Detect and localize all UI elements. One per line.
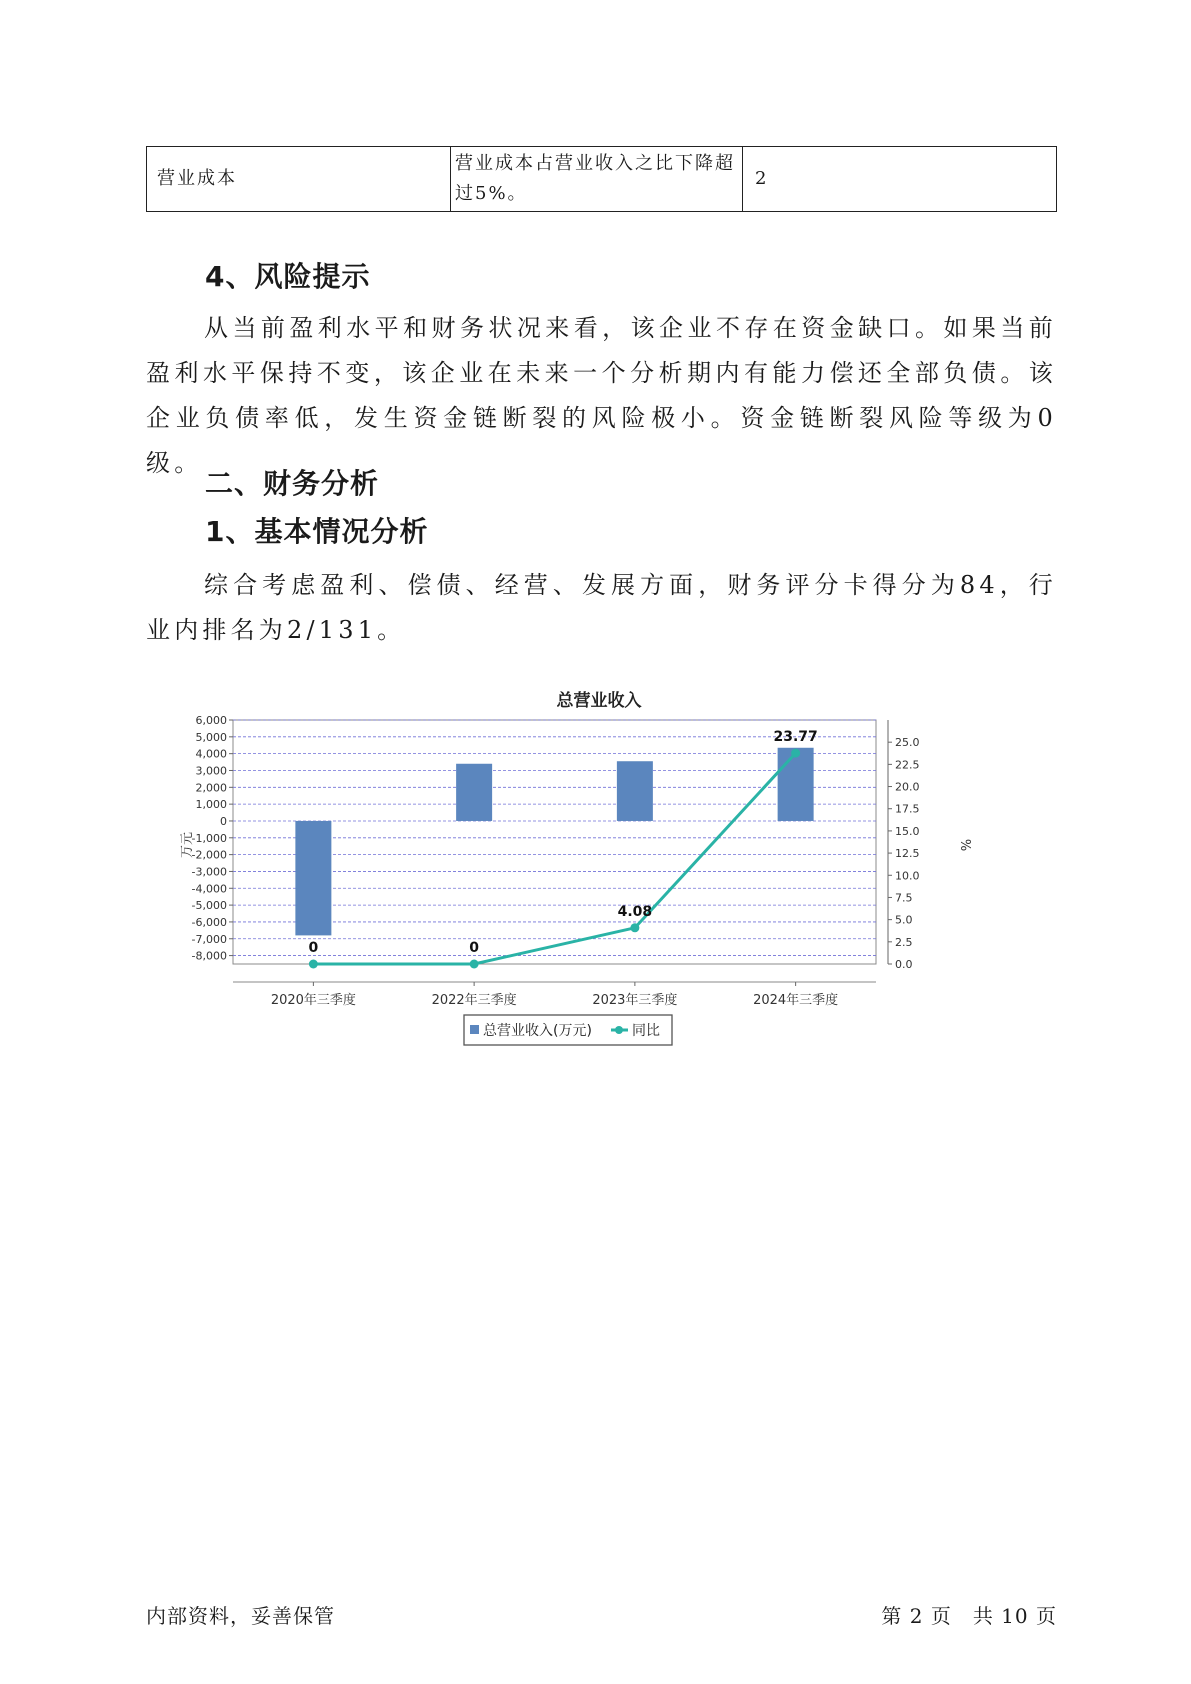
x-tick-label: 2024年三季度 [753,993,839,1008]
line-point [630,923,639,932]
chart-title: 总营业收入 [556,691,642,711]
right-tick-label: 22.5 [895,758,920,772]
left-axis [192,714,233,963]
left-tick-label: -7,000 [191,932,227,946]
legend-bar-label: 总营业收入(万元) [483,1023,592,1039]
right-tick-label: 12.5 [895,847,920,861]
risk-heading: 4、风险提示 [205,260,371,293]
chart-legend [464,1015,672,1045]
left-tick-label: -8,000 [191,949,227,963]
left-tick-label: 6,000 [195,714,227,727]
left-tick-label: -5,000 [191,899,227,913]
x-tick-label: 2022年三季度 [431,993,517,1008]
line-point [470,960,479,969]
legend-bar-swatch [470,1025,479,1034]
bar [295,821,331,935]
line-point [791,749,800,758]
right-tick-label: 0.0 [895,958,913,971]
right-tick-label: 25.0 [895,736,920,750]
left-tick-label: -1,000 [191,831,227,845]
revenue-chart [176,680,1036,1140]
right-tick-label: 20.0 [895,780,920,794]
legend-line-marker [615,1026,623,1034]
basic-analysis-paragraph: 综合考虑盈利、偿债、经营、发展方面，财务评分卡得分为84，行业内排名为2/131。 [146,571,1057,644]
left-tick-label: 4,000 [195,747,227,761]
table-cell-condition: 营业成本占营业收入之比下降超过5%。 [451,147,743,212]
data-label: 0 [308,940,319,956]
data-label: 23.77 [773,729,818,746]
left-tick-label: 3,000 [195,764,227,778]
x-tick-label: 2023年三季度 [592,993,678,1008]
left-tick-label: 0 [220,814,227,828]
left-tick-label: 2,000 [195,781,227,795]
right-axis-label: % [957,838,972,852]
page-number: 第 2 页 共 10 页 [881,1604,1057,1628]
bar [778,748,814,821]
bar [456,764,492,821]
left-tick-label: -3,000 [191,865,227,879]
left-tick-label: 1,000 [195,798,227,812]
legend-line-label: 同比 [632,1023,660,1039]
x-tick-label: 2020年三季度 [270,993,356,1008]
left-tick-label: -6,000 [191,915,227,929]
line-point [309,960,318,969]
x-axis [233,982,876,1008]
table-row [147,147,1057,212]
scoring-table [146,146,1057,212]
footer-note: 内部资料，妥善保管 [146,1604,335,1628]
table-cell-item: 营业成本 [147,147,451,212]
right-tick-label: 2.5 [895,935,913,949]
table-cell-score: 2 [743,147,1057,212]
right-tick-label: 15.0 [895,824,920,838]
right-tick-label: 10.0 [895,869,920,883]
finance-heading: 二、财务分析 [205,467,380,500]
bar [617,761,653,821]
left-tick-label: 5,000 [195,730,227,744]
left-tick-label: -4,000 [191,882,227,896]
right-tick-label: 17.5 [895,802,920,816]
data-label: 4.08 [617,903,653,920]
data-label: 0 [469,940,479,956]
right-tick-label: 5.0 [895,913,913,927]
left-tick-label: -2,000 [191,848,227,862]
left-axis-label: 万元 [180,831,195,859]
right-axis [888,720,920,971]
risk-paragraph: 从当前盈利水平和财务状况来看，该企业不存在资金缺口。如果当前盈利水平保持不变，该企业在未来一个分析期内有能力偿还全部负债。该企业负债率低，发生资金链断裂的风险极小。资金链断裂风险等级为0级。 [146,314,1057,477]
basic-analysis-heading: 1、基本情况分析 [205,515,429,548]
right-tick-label: 7.5 [895,891,913,905]
